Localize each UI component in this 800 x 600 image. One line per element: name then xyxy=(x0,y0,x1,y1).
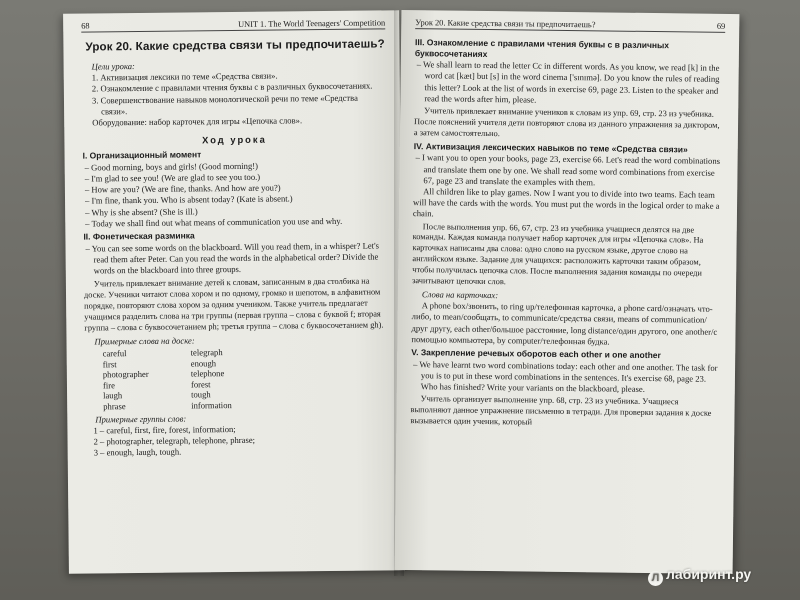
section-title: IV. Активизация лексических навыков по теме «Средства связи» xyxy=(413,140,688,155)
word-cell: phrase xyxy=(103,401,126,412)
dialog-line: – How are you? (We are fine, thanks. And how are you?) xyxy=(84,182,281,195)
watermark xyxy=(648,566,751,586)
running-head: UNIT 1. The World Teenagers' Competition xyxy=(238,18,386,29)
lesson-title: Урок 20. Какие средства связи ты предпочитаешь? xyxy=(85,37,385,54)
goal-item: 2. Ознакомление с правилами чтения буквы с в различных буквосочетаниях. xyxy=(91,80,373,94)
section-title: III. Ознакомление с правилами чтения буквы с в различных буквосочетаниях xyxy=(414,37,670,59)
section-title: I. Организационный момент xyxy=(82,149,202,161)
paragraph: После выполнения упр. 66, 67, стр. 23 из учебника учащиеся делятся на две команды. Каждая команда получает набор карточек для игры «Цепочка слов». На карточках написаны два слова: одно слово на русском языке, другое слово на английском языке. Задание для учащихся: расположить карточки таким образом, чтобы получилась цепочка слов. После выполнения задания команды по очереди зачитывают цепочки слов. xyxy=(412,221,704,287)
page-number: 68 xyxy=(81,21,90,31)
dialog-line: – Good morning, boys and girls! (Good morning!) xyxy=(84,160,259,173)
word-cell: fire xyxy=(102,380,115,391)
board-words-label: Примерные слова на доске: xyxy=(94,335,195,347)
dialog-line: All children like to play games. Now I want you to divide into two teams. Each team will have the cards with the words. You must put the words in the logical order to make a chain. xyxy=(412,186,720,219)
right-page xyxy=(395,10,740,574)
running-header-left xyxy=(81,18,385,32)
groups-label: Примерные группы слов: xyxy=(95,413,187,424)
watermark-logo-icon: Л xyxy=(648,571,663,586)
word-cell: telegraph xyxy=(190,347,223,358)
word-cell: enough xyxy=(190,357,217,369)
goals-list xyxy=(92,70,386,118)
section-title: II. Фонетическая разминка xyxy=(83,230,195,242)
groups-list xyxy=(85,422,389,459)
board-words-table xyxy=(103,345,390,412)
group-item: 1 – careful, first, fire, forest, information; xyxy=(93,423,236,436)
paragraph: Учитель привлекает внимание учеников к словам из упр. 69, стр. 23 из учебника. После пояснений учителя дети повторяют слова из данного упражнения за диктором, а затем самостоятельно. xyxy=(413,106,720,138)
word-cell: forest xyxy=(190,379,211,390)
goal-item: 3. Совершенствование навыков монологической речи по теме «Средства связи». xyxy=(91,92,358,117)
dialog-line: – We shall learn to read the letter Cc in different words. As you know, we read [k] in the word cat [kæt] but [s] in the word cinema ['sɪnɪmə]. Do you know the rules of reading this letter? Look at the list of words in exercise 69, page 23. Listen to the speaker and read the words after him, please. xyxy=(416,59,720,105)
word-cell: tough xyxy=(191,389,211,400)
dialog-line: – Why is she absent? (She is ill.) xyxy=(85,206,198,218)
goals-label: Цели урока: xyxy=(91,61,135,72)
word-cell: information xyxy=(191,399,232,411)
dialog-line: – I want you to open your books, page 23, exercise 66. Let's read the word combinations and translate them one by one. We shall read some word combinations from exercise 67, page 23 and translate the examples with them. xyxy=(415,152,721,188)
equipment-line: Оборудование: набор карточек для игры «Цепочка слов». xyxy=(92,115,303,128)
dialog-line: – I'm glad to see you! (We are glad to see you too.) xyxy=(84,171,261,184)
dialog-line: – You can see some words on the blackboard. Will you read them, in a whisper? Let's read them after Peter. Can you read the words in the alphabetical order? Divide the words on the blackboard into three groups. xyxy=(85,240,379,276)
course-heading: Ход урока xyxy=(201,133,267,146)
word-cell: telephone xyxy=(190,368,225,379)
word-cell: careful xyxy=(102,348,127,359)
dialog-line: – I'm fine, thank you. Who is absent today? (Kate is absent.) xyxy=(84,193,293,206)
cards-label: Слова на карточках: xyxy=(421,289,499,301)
paragraph: Учитель организует выполнение упр. 68, стр. 23 из учебника. Учащиеся выполняют данное упражнение письменно в тетради. Для проверки задания к доске вызывается один ученик, который xyxy=(410,394,712,427)
word-cell: laugh xyxy=(103,390,123,401)
running-header-right xyxy=(415,18,725,33)
word-cell: first xyxy=(102,358,117,369)
left-page xyxy=(63,10,405,573)
word-cell: photographer xyxy=(102,369,149,380)
paragraph: Учитель привлекает внимание детей к словам, записанным в два столбика на доске. Ученики читают слова хором и по одному, громко и шепотом, в алфавитном порядке, повторяют слова хором за одним учеником. Также учитель предлагает учащимся разделить слова на три группы (первая группа – слова с буквой f; вторая группа – слова с буквосочетанием ph; третья группа – слова с буквосочетанием gh). xyxy=(83,276,384,333)
section-title: V. Закрепление речевых оборотов each other и one another xyxy=(411,347,661,361)
cards-text: A phone box/звонить, to ring up/телефонная карточка, a phone card/означать что-либо, to mean/сообщать, to communicate/средства связи, means of communication/друг другу, each other/большое расстояние, long distance/один другого, one another/с помощью компьютера, by computer/телефонная будка. xyxy=(411,300,718,347)
group-item: 2 – photographer, telegraph, telephone, phrase; xyxy=(93,434,256,447)
goal-item: 1. Активизация лексики по теме «Средства связи». xyxy=(91,70,278,83)
page-number: 69 xyxy=(716,21,726,31)
watermark-text: лабиринт.ру xyxy=(666,566,752,582)
group-item: 3 – enough, laugh, tough. xyxy=(93,446,182,458)
dialog-line: – Today we shall find out what means of communication you use and why. xyxy=(85,215,343,229)
dialog-line: – We have learnt two word combinations today: each other and one another. The task for you is to put in these word combinations in the sentences. It's exercise 68, page 23. Who has finished? Write your variants on the blackboard, please. xyxy=(413,358,718,394)
running-head: Урок 20. Какие средства связи ты предпочитаешь? xyxy=(415,18,596,30)
